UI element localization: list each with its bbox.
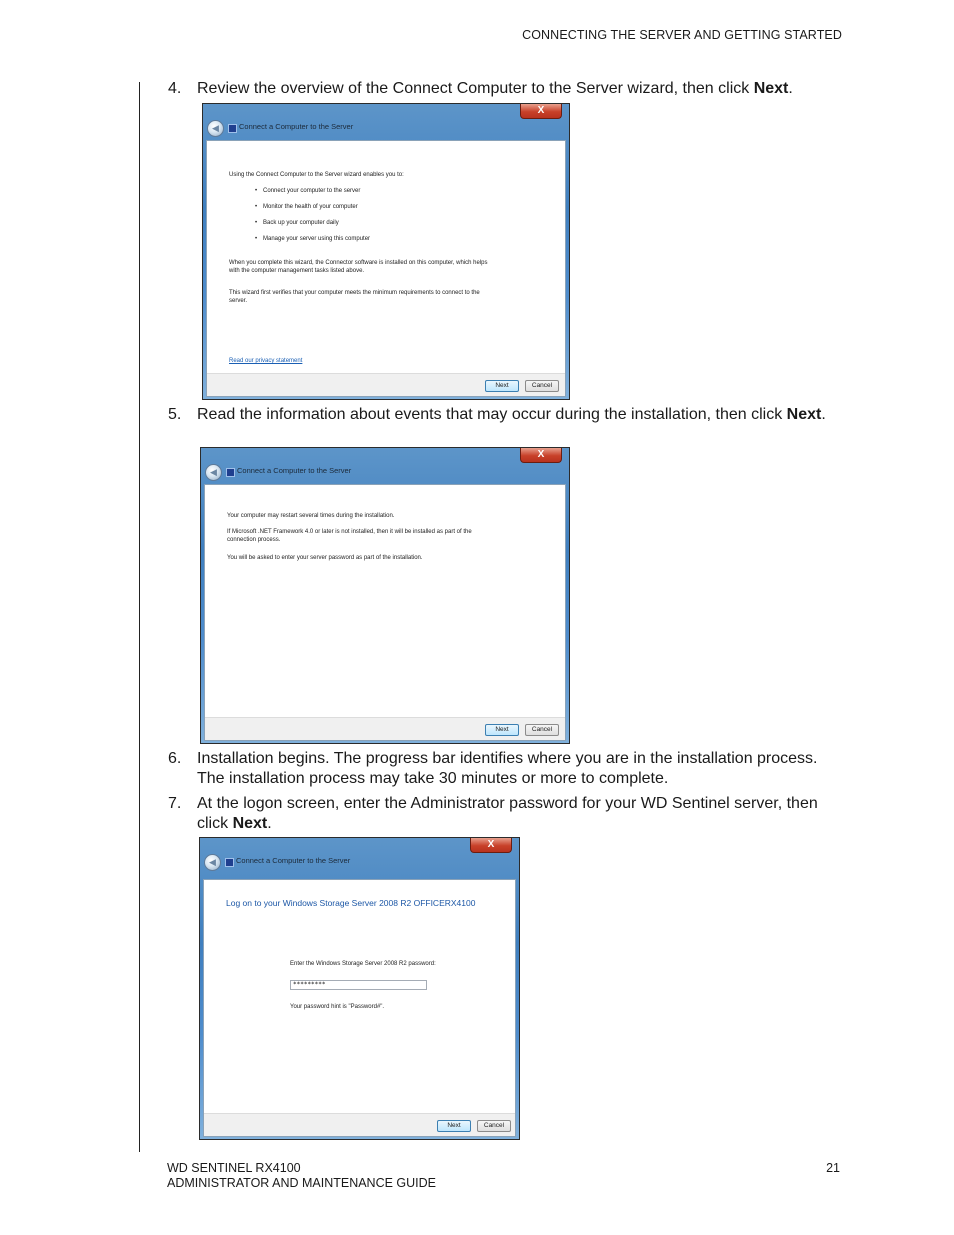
step-number: 4. (168, 80, 182, 97)
intro-text: Using the Connect Computer to the Server wizard enables you to: (229, 172, 404, 178)
step-6 (168, 749, 848, 789)
list-item: • Monitor the health of your computer (255, 203, 370, 219)
step-text: Read the information about events that may occur during the installation, then click Next. (197, 406, 826, 423)
cancel-button[interactable]: Cancel (525, 724, 559, 736)
requirements-info: This wizard first verifies that your computer meets the minimum requirements to connect to the server. (229, 290, 480, 304)
next-button[interactable]: Next (437, 1120, 471, 1132)
dialog-content (206, 140, 566, 397)
back-arrow-icon[interactable]: ◀ (205, 464, 222, 481)
page-number: 21 (826, 1161, 840, 1175)
step-7 (168, 794, 848, 834)
dialog-title: Connect a Computer to the Server (236, 856, 351, 865)
step-text: Installation begins. The progress bar identifies where you are in the installation process. The installation process may take 30 minutes or more to complete. (197, 750, 818, 787)
dialog-title: Connect a Computer to the Server (237, 466, 352, 475)
step-number: 5. (168, 406, 182, 423)
logon-dialog (199, 837, 520, 1140)
step-text: Review the overview of the Connect Computer to the Server wizard, then click Next. (197, 80, 793, 97)
connector-info: When you complete this wizard, the Connector software is installed on this computer, which helps with the computer management tasks listed above. (229, 260, 488, 274)
close-button[interactable]: X (470, 838, 512, 853)
product-name: WD SENTINEL RX4100 (167, 1161, 301, 1175)
guide-name: ADMINISTRATOR AND MAINTENANCE GUIDE (167, 1176, 437, 1190)
running-header: CONNECTING THE SERVER AND GETTING STARTED (522, 28, 842, 42)
page-footer-left (167, 1161, 436, 1191)
cancel-button[interactable]: Cancel (477, 1120, 511, 1132)
dotnet-info: If Microsoft .NET Framework 4.0 or later is not installed, then it will be installed as part of the connection process. (227, 529, 472, 543)
list-item: • Manage your server using this computer (255, 235, 370, 251)
dialog-footer (204, 1113, 515, 1136)
next-button[interactable]: Next (485, 724, 519, 736)
close-button[interactable]: X (520, 448, 562, 463)
app-icon (225, 858, 234, 867)
restart-info: Your computer may restart several times during the installation. (227, 513, 395, 519)
app-icon (228, 124, 237, 133)
back-arrow-icon[interactable]: ◀ (207, 120, 224, 137)
step-number: 6. (168, 750, 182, 767)
password-input[interactable]: ********* (290, 980, 427, 990)
list-item: • Connect your computer to the server (255, 187, 370, 203)
wizard-overview-dialog (202, 103, 570, 400)
list-item: • Back up your computer daily (255, 219, 370, 235)
app-icon (226, 468, 235, 477)
close-button[interactable]: X (520, 104, 562, 119)
installation-info-dialog (200, 447, 570, 744)
dialog-content (204, 484, 566, 741)
step-text: At the logon screen, enter the Administrator password for your WD Sentinel server, then click Next. (197, 795, 818, 832)
dialog-footer (205, 717, 565, 740)
feature-list (255, 187, 370, 251)
dialog-title: Connect a Computer to the Server (239, 122, 354, 131)
dialog-content (203, 879, 516, 1137)
password-hint: Your password hint is "Password#". (290, 1004, 385, 1010)
privacy-statement-link[interactable]: Read our privacy statement (229, 358, 303, 364)
margin-rule (139, 82, 140, 1152)
back-arrow-icon[interactable]: ◀ (204, 854, 221, 871)
dialog-footer (207, 373, 565, 396)
logon-heading: Log on to your Windows Storage Server 2008 R2 OFFICERX4100 (226, 898, 476, 908)
password-label: Enter the Windows Storage Server 2008 R2 password: (290, 961, 436, 967)
cancel-button[interactable]: Cancel (525, 380, 559, 392)
password-info: You will be asked to enter your server password as part of the installation. (227, 555, 423, 561)
step-4 (168, 79, 848, 99)
step-5 (168, 405, 848, 425)
next-button[interactable]: Next (485, 380, 519, 392)
step-number: 7. (168, 795, 182, 812)
